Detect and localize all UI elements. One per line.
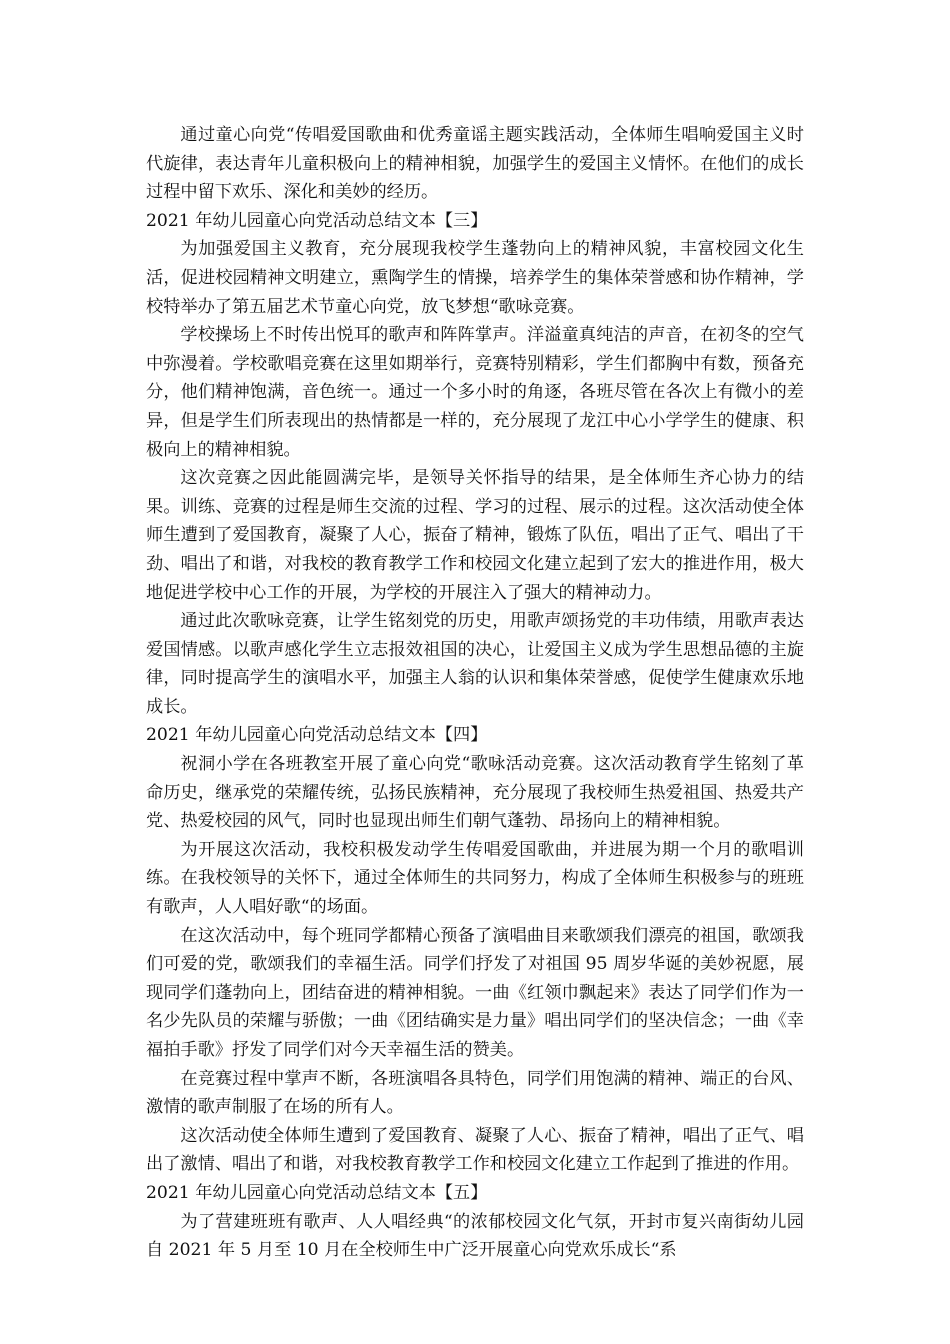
section-heading: 2021 年幼儿园童心向党活动总结文本【三】	[146, 210, 488, 231]
paragraph: 学校操场上不时传出悦耳的歌声和阵阵掌声。洋溢童真纯洁的声音，在初冬的空气中弥漫着。学校歌唱竞赛在这里如期举行，竞赛特别精彩，学生们都胸中有数，预备充分，他们精神饱满，音色统一。通过一个多小时的角逐，各班尽管在各次上有微小的差异，但是学生们所表现出的热情都是一样的，充分展现了龙江中心小学学生的健康、积极向上的精神相貌。	[146, 325, 804, 460]
paragraph: 这次竞赛之因此能圆满完毕，是领导关怀指导的结果，是全体师生齐心协力的结果。训练、竞赛的过程是师生交流的过程、学习的过程、展示的过程。这次活动使全体师生遭到了爱国教育，凝聚了人心，振奋了精神，锻炼了队伍，唱出了正气、唱出了干劲、唱出了和谐，对我校的教育教学工作和校园文化建立起到了宏大的推进作用，极大地促进学校中心工作的开展，为学校的开展注入了强大的精神动力。	[146, 468, 804, 603]
paragraph: 为了营建班班有歌声、人人唱经典“的浓郁校园文化气氛，开封市复兴南街幼儿园自 2021 年 5 月至 10 月在全校师生中广泛开展童心向党欢乐成长“系	[146, 1211, 804, 1261]
paragraph: 为加强爱国主义教育，充分展现我校学生蓬勃向上的精神风貌，丰富校园文化生活，促进校园精神文明建立，熏陶学生的情操，培养学生的集体荣誉感和协作精神，学校特举办了第五届艺术节童心向党，放飞梦想“歌咏竞赛。	[146, 239, 804, 317]
section-heading: 2021 年幼儿园童心向党活动总结文本【四】	[146, 725, 488, 746]
section-heading: 2021 年幼儿园童心向党活动总结文本【五】	[146, 1182, 488, 1203]
paragraph: 为开展这次活动，我校积极发动学生传唱爱国歌曲，并进展为期一个月的歌唱训练。在我校领导的关怀下，通过全体师生的共同努力，构成了全体师生积极参与的班班有歌声，人人唱好歌“的场面。	[146, 839, 804, 918]
paragraph: 在竞赛过程中掌声不断，各班演唱各具特色，同学们用饱满的精神、端正的台风、激情的歌声制服了在场的所有人。	[146, 1068, 804, 1118]
paragraph: 祝洞小学在各班教室开展了童心向党“歌咏活动竞赛。这次活动教育学生铭刻了革命历史，继承党的荣耀传统，弘扬民族精神，充分展现了我校师生热爱祖国、热爱共产党、热爱校园的风气，同时也显现出师生们朝气蓬勃、昂扬向上的精神相貌。	[146, 754, 804, 832]
paragraph: 这次活动使全体师生遭到了爱国教育、凝聚了人心、振奋了精神，唱出了正气、唱出了激情、唱出了和谐，对我校教育教学工作和校园文化建立工作起到了推进的作用。	[146, 1125, 804, 1175]
paragraph: 通过童心向党“传唱爱国歌曲和优秀童谣主题实践活动，全体师生唱响爱国主义时代旋律，表达青年儿童积极向上的精神相貌，加强学生的爱国主义情怀。在他们的成长过程中留下欢乐、深化和美妙的经历。	[146, 125, 804, 203]
paragraph: 在这次活动中，每个班同学都精心预备了演唱曲目来歌颂我们漂亮的祖国，歌颂我们可爱的党，歌颂我们的幸福生活。同学们抒发了对祖国 95 周岁华诞的美妙祝愿，展现同学们蓬勃向上，团结奋进的精神相貌。一曲《红领巾飘起来》表达了同学们作为一名少先队员的荣耀与骄傲；一曲《团结确实是力量》唱出同学们的坚决信念；一曲《幸福拍手歌》抒发了同学们对今天幸福生活的赞美。	[146, 925, 804, 1060]
document-body	[146, 121, 804, 1265]
paragraph: 通过此次歌咏竞赛，让学生铭刻党的历史，用歌声颂扬党的丰功伟绩，用歌声表达爱国情感。以歌声感化学生立志报效祖国的决心，让爱国主义成为学生思想品德的主旋律，同时提高学生的演唱水平，加强主人翁的认识和集体荣誉感，促使学生健康欢乐地成长。	[146, 611, 804, 717]
